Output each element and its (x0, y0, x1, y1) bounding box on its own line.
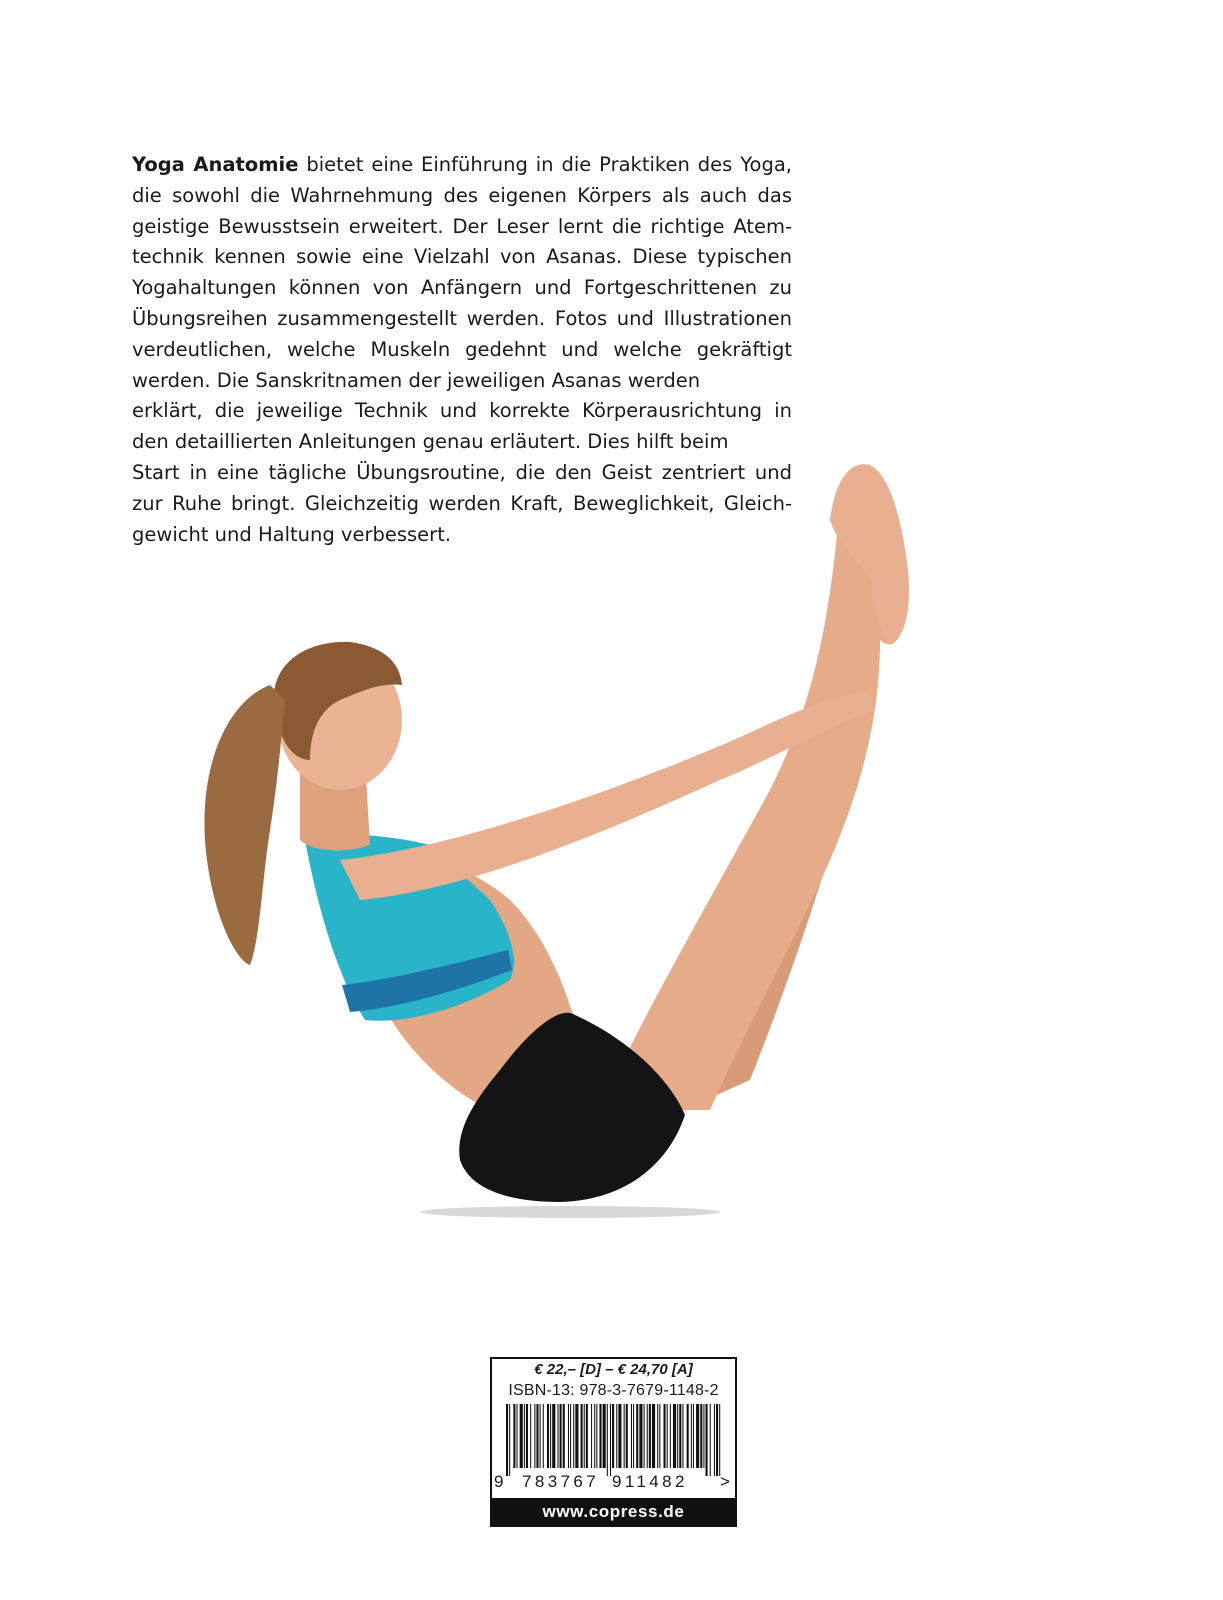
barcode-bar (517, 1404, 518, 1468)
barcode-bar (591, 1404, 592, 1468)
barcode-bar (526, 1404, 528, 1468)
barcode-bar (607, 1404, 608, 1476)
barcode-bar (573, 1404, 574, 1468)
barcode-bar (596, 1404, 597, 1468)
barcode-bar (639, 1404, 642, 1468)
barcode-bar (603, 1404, 606, 1468)
barcode-bar (552, 1404, 555, 1468)
barcode-bars (502, 1404, 725, 1476)
barcode-bar (673, 1404, 676, 1468)
barcode-bar (618, 1404, 621, 1468)
barcode-bar (644, 1404, 645, 1468)
book-title: Yoga Anatomie (132, 153, 299, 176)
barcode-bar (568, 1404, 569, 1468)
floor-shadow (420, 1206, 720, 1218)
barcode-bar (586, 1404, 588, 1468)
barcode-bar (530, 1404, 531, 1468)
barcode-bar (703, 1404, 704, 1468)
barcode-bar (540, 1404, 541, 1468)
barcode-bar (524, 1404, 525, 1468)
barcode-bar (570, 1404, 571, 1468)
barcode-bar (557, 1404, 558, 1468)
barcode-bar (700, 1404, 702, 1468)
price-label: € 22,– [D] – € 24,70 [A] (534, 1361, 693, 1378)
barcode-bar (624, 1404, 625, 1468)
barcode-bar (706, 1404, 708, 1476)
yoga-pose-photo (190, 460, 950, 1250)
barcode-bar (652, 1404, 655, 1468)
barcode-bar (550, 1404, 551, 1468)
barcode-bar (670, 1404, 671, 1468)
barcode-bar (710, 1404, 711, 1476)
barcode-bar (631, 1404, 632, 1468)
barcode-bar (520, 1404, 523, 1468)
barcode-bar (647, 1404, 648, 1468)
barcode-bar (664, 1404, 666, 1468)
barcode-bar (696, 1404, 699, 1468)
barcode-bar (691, 1404, 692, 1468)
barcode-bar (509, 1404, 510, 1476)
isbn-label: ISBN-13: 978-3-7679-1148-2 (508, 1382, 719, 1399)
barcode-bar (693, 1404, 694, 1468)
publisher-url: www.copress.de (492, 1498, 735, 1525)
barcode-bar (633, 1404, 634, 1468)
barcode-bar (543, 1404, 544, 1468)
barcode-bar (610, 1404, 611, 1476)
barcode-bar (716, 1404, 718, 1476)
barcode-bar (616, 1404, 617, 1468)
barcode-bar (575, 1404, 578, 1468)
barcode-right-digits: 911482 (612, 1472, 688, 1491)
barcode-bar (657, 1404, 658, 1468)
barcode-left-digits: 783767 (522, 1472, 600, 1491)
barcode-bar (679, 1404, 681, 1468)
barcode-bar (677, 1404, 678, 1468)
barcode-bar (594, 1404, 595, 1468)
barcode-block (490, 1357, 737, 1527)
barcode-bar (636, 1404, 638, 1468)
barcode-bar (560, 1404, 562, 1468)
barcode-bar (513, 1404, 515, 1468)
barcode-bar (659, 1404, 660, 1468)
description-text: Yoga Anatomie bietet eine Einführung in die Praktiken des Yoga, die sowohl die Wahrnehmung des eigenen Körpers als auch das geistige Bewusstsein erweitert. Der Leser lernt die richtige Atem- technik kennen sowie eine Vielzahl von Asanas. Diese typischen Yogahaltungen können von Anfängern und Fortgeschrittenen zu Übungsreihen zusammengestellt werden. Fotos und Illustrationen verdeutlichen, welche Muskeln gedehnt und welche gekräftigt werden. Die Sanskritnamen der jeweiligen Asanas werden erklärt, die jeweilige Technik und korrekte Körperausrichtung in den detaillierten Anleitungen genau erläutert. Dies hilft beim Start in eine tägliche Übungsroutine, die den Geist zentriert und zur Ruhe bringt. Gleichzeitig werden Kraft, Beweglichkeit, Gleich- gewicht und Haltung verbessert. (132, 153, 792, 546)
barcode-bar (563, 1404, 565, 1468)
barcode-end-marker: > (720, 1472, 730, 1491)
barcode-bar (599, 1404, 601, 1468)
barcode-bar (536, 1404, 538, 1468)
ponytail (204, 685, 285, 965)
barcode-bar (714, 1404, 715, 1476)
barcode-bar (687, 1404, 689, 1468)
barcode-bar (719, 1404, 720, 1476)
barcode-bar (506, 1404, 508, 1476)
barcode-bar (649, 1404, 651, 1468)
barcode-bar (584, 1404, 585, 1468)
barcode-bar (612, 1404, 614, 1468)
barcode-bar (581, 1404, 583, 1468)
barcode-bar (534, 1404, 535, 1468)
barcode-first-digit: 9 (494, 1472, 504, 1491)
barcode-bar (547, 1404, 549, 1468)
barcode-bar (626, 1404, 628, 1468)
barcode-bar (667, 1404, 668, 1468)
barcode-bar (682, 1404, 683, 1468)
